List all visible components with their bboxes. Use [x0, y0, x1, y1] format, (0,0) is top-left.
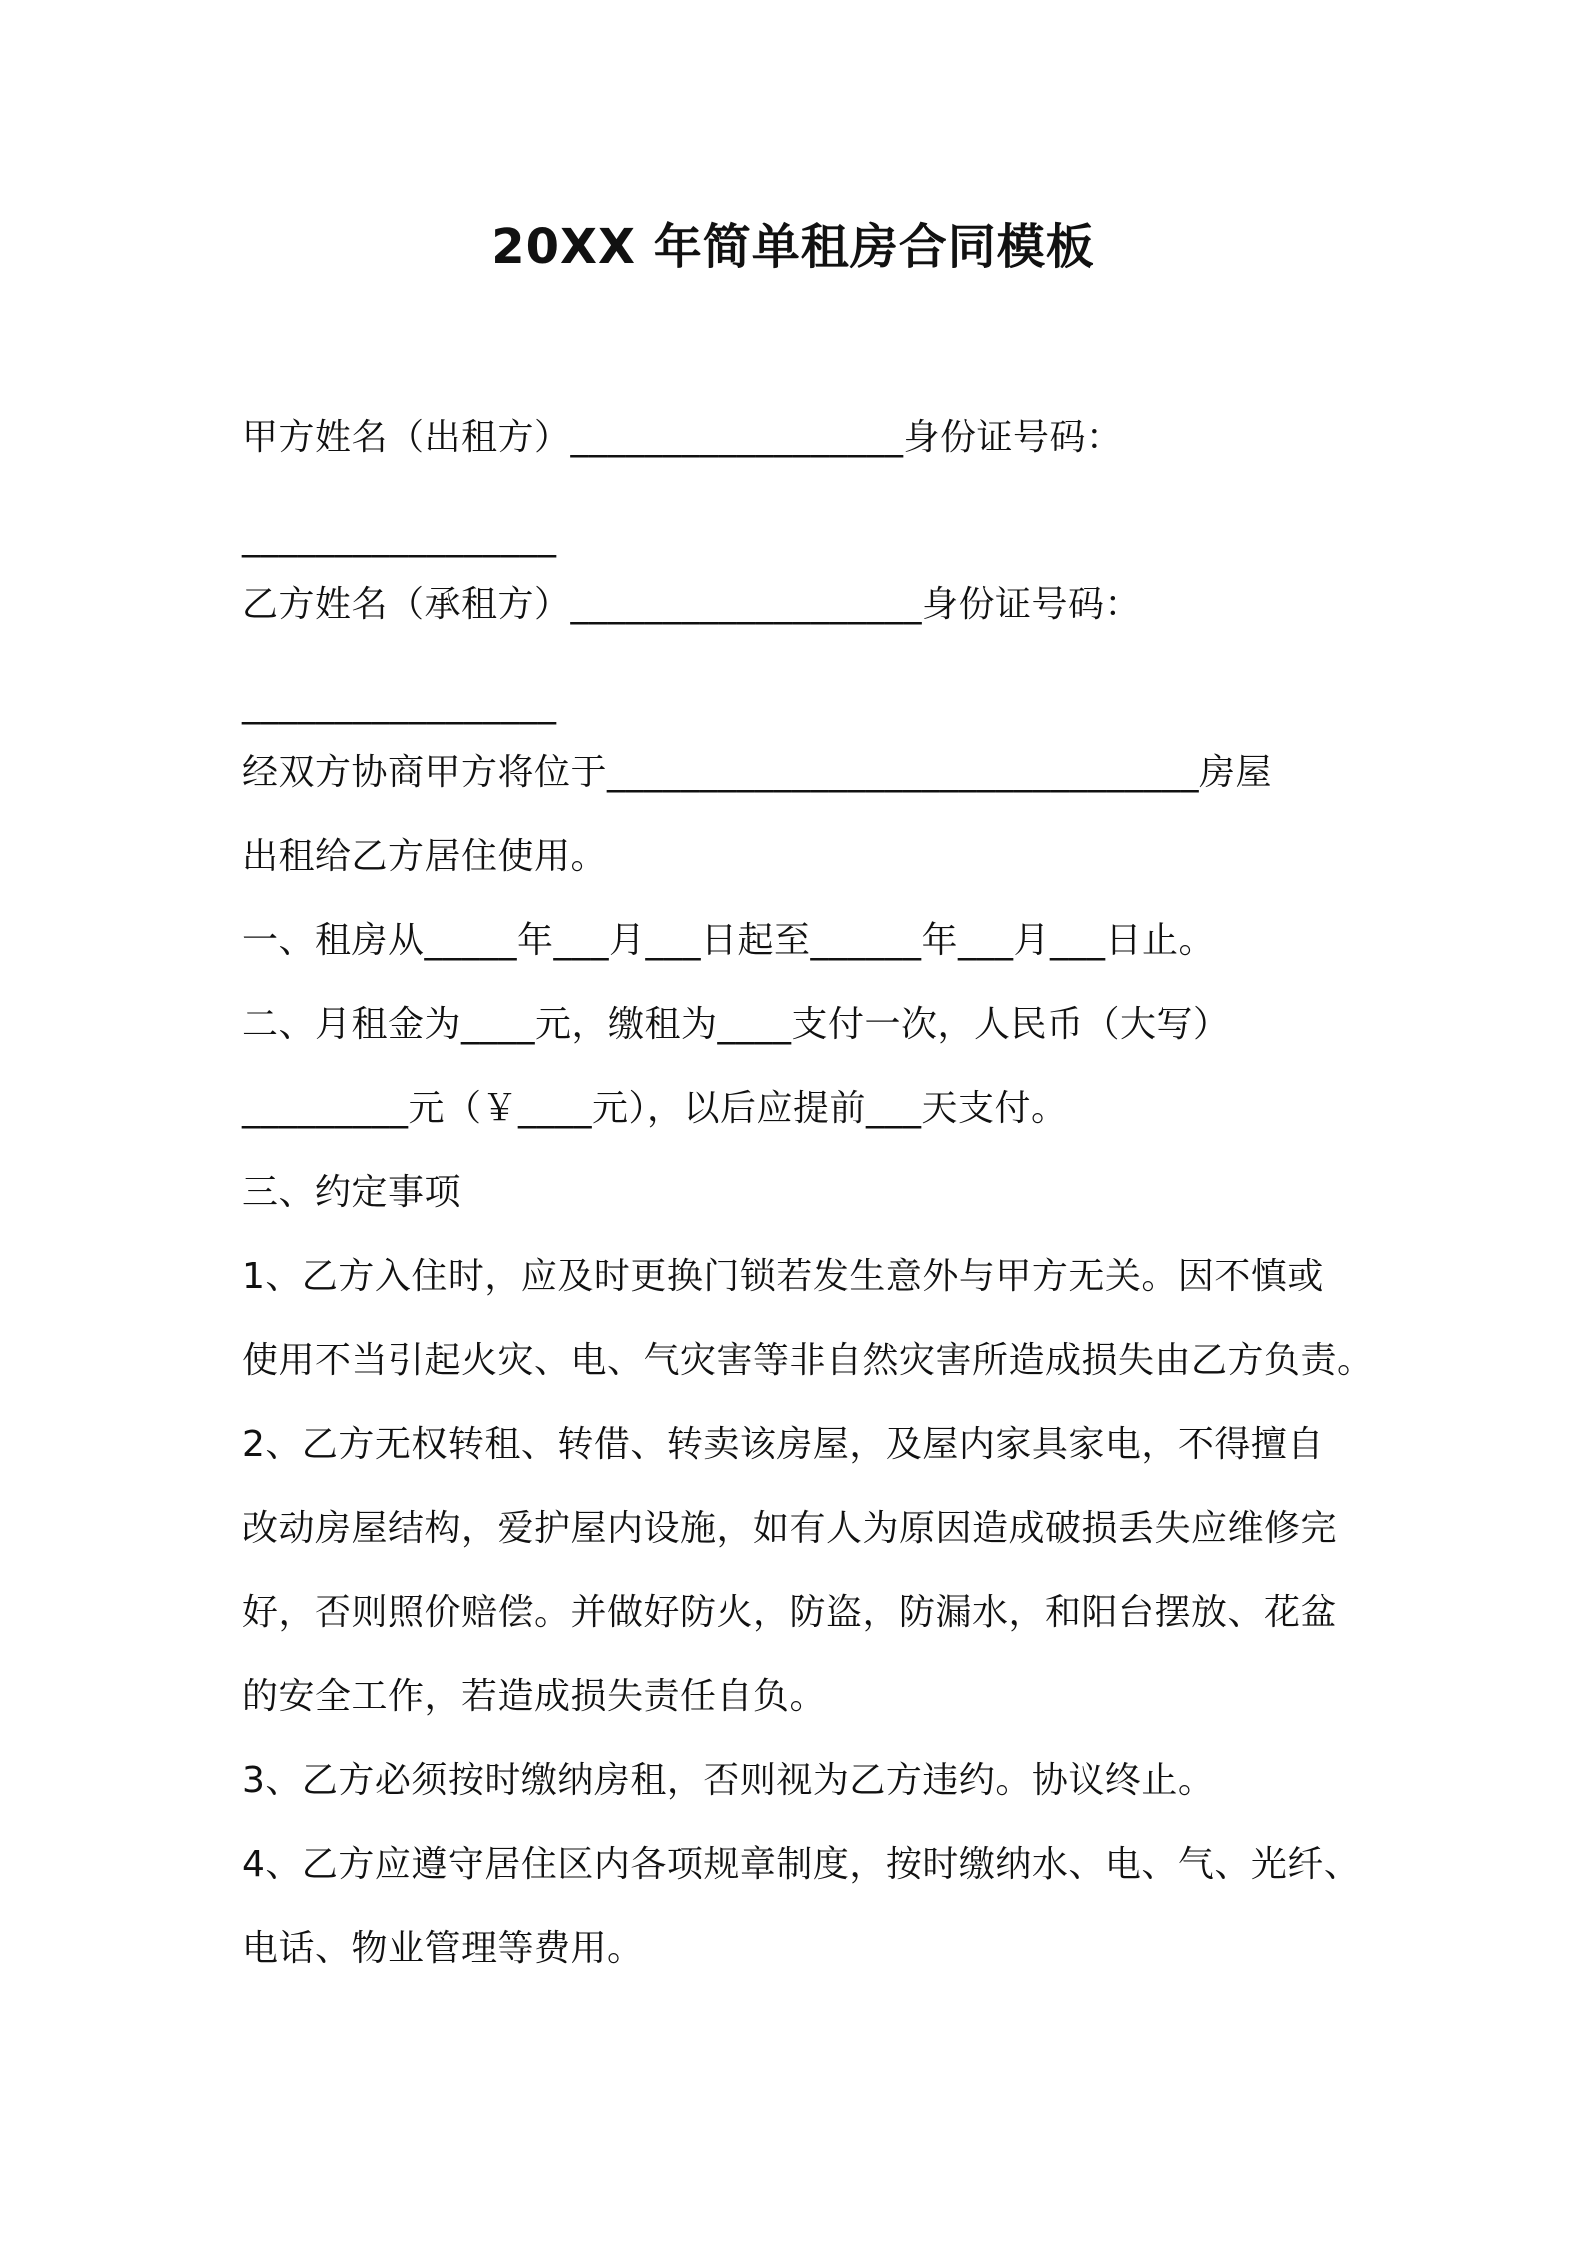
term-2-line-3: 好，否则照价赔偿。并做好防火，防盗，防漏水，和阳台摆放、花盆	[242, 1592, 1338, 1633]
property-location-line: 经双方协商甲方将位于________________________________房屋	[242, 752, 1273, 793]
property-use-line: 出租给乙方居住使用。	[242, 836, 608, 877]
document-title: 20XX 年简单租房合同模板	[491, 219, 1095, 275]
term-3-line: 3、乙方必须按时缴纳房租，否则视为乙方违约。协议终止。	[242, 1760, 1215, 1801]
term-2-line-1: 2、乙方无权转租、转借、转卖该房屋，及屋内家具家电，不得擅自	[242, 1424, 1324, 1465]
clause-two-rent-cont: _________元（￥____元），以后应提前___天支付。	[242, 1088, 1068, 1129]
clause-three-heading: 三、约定事项	[242, 1172, 462, 1213]
party-a-line: 甲方姓名（出租方）__________________身份证号码：	[242, 417, 1123, 458]
clause-two-rent: 二、月租金为____元，缴租为____支付一次，人民币（大写）	[242, 1004, 1230, 1045]
term-4-line-1: 4、乙方应遵守居住区内各项规章制度，按时缴纳水、电、气、光纤、	[242, 1844, 1361, 1885]
party-b-id-blank: _________________	[242, 684, 557, 725]
clause-one-term: 一、租房从_____年___月___日起至______年___月___日止。	[242, 920, 1216, 961]
term-1-line-1: 1、乙方入住时，应及时更换门锁若发生意外与甲方无关。因不慎或	[242, 1256, 1324, 1297]
term-4-line-2: 电话、物业管理等费用。	[242, 1928, 644, 1969]
party-a-id-blank: _________________	[242, 517, 557, 558]
term-1-line-2: 使用不当引起火灾、电、气灾害等非自然灾害所造成损失由乙方负责。	[242, 1340, 1374, 1381]
term-2-line-4: 的安全工作，若造成损失责任自负。	[242, 1676, 827, 1717]
party-b-line: 乙方姓名（承租方）___________________身份证号码：	[242, 584, 1142, 625]
term-2-line-2: 改动房屋结构，爱护屋内设施，如有人为原因造成破损丢失应维修完	[242, 1508, 1338, 1549]
